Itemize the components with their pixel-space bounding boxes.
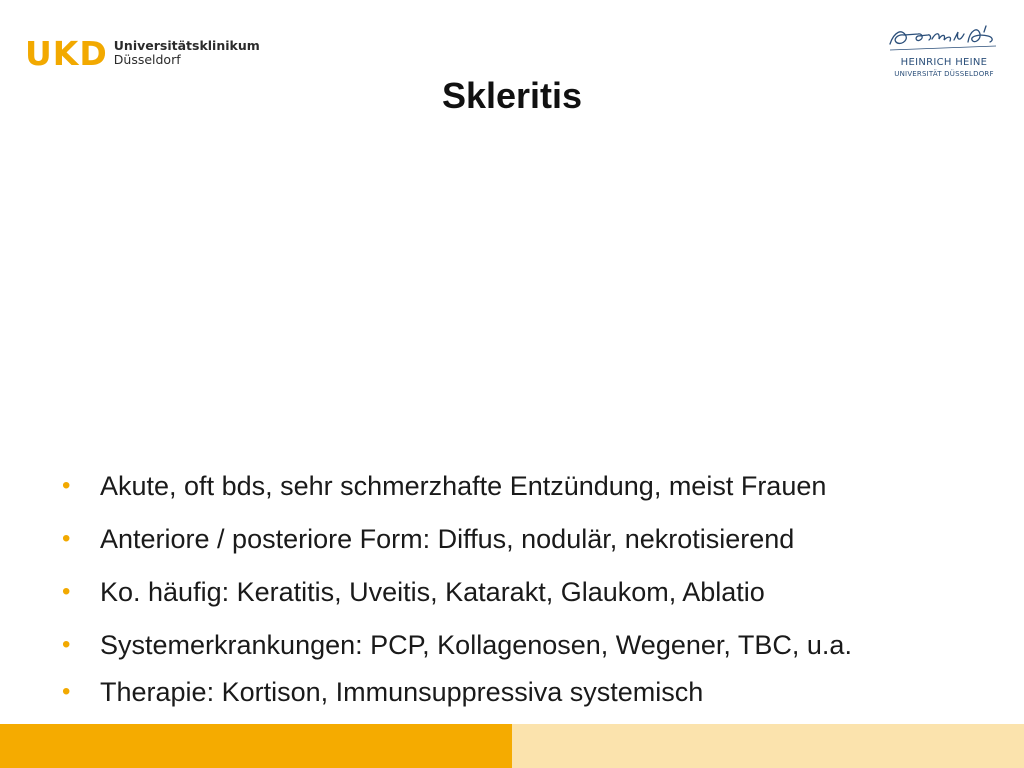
bullet-text: Anteriore / posteriore Form: Diffus, nodulär, nekrotisierend — [100, 524, 795, 554]
list-item — [60, 466, 1000, 506]
footer-bar-left — [0, 724, 512, 768]
ukd-logo-line1: Universitätsklinikum — [113, 38, 260, 53]
bullet-icon: • — [62, 678, 71, 705]
bullet-text: Therapie: Kortison, Immunsuppressiva systemisch — [100, 677, 704, 707]
list-item — [60, 625, 1000, 665]
bullet-list — [60, 466, 1000, 712]
hhu-logo-university: UNIVERSITÄT DÜSSELDORF — [894, 70, 994, 78]
ukd-logo-text — [114, 39, 260, 67]
hhu-logo-name: HEINRICH HEINE — [900, 57, 988, 68]
bullet-text: Ko. häufig: Keratitis, Uveitis, Katarakt, Glaukom, Ablatio — [100, 577, 765, 607]
footer-bar-right — [512, 724, 1024, 768]
list-item — [60, 672, 1000, 712]
bullet-icon: • — [62, 472, 71, 499]
hhu-signature-icon — [884, 22, 1002, 56]
list-item — [60, 572, 1000, 612]
ukd-logo — [25, 33, 260, 73]
bullet-text: Systemerkrankungen: PCP, Kollagenosen, Wegener, TBC, u.a. — [100, 630, 852, 660]
ukd-logo-line2: Düsseldorf — [113, 52, 181, 67]
ukd-logo-mark: UKD — [25, 33, 108, 73]
bullet-icon: • — [62, 578, 71, 605]
slide-title: Skleritis — [441, 75, 583, 116]
bullet-icon: • — [62, 631, 71, 658]
list-item — [60, 519, 1000, 559]
bullet-icon: • — [62, 525, 71, 552]
bullet-text: Akute, oft bds, sehr schmerzhafte Entzündung, meist Frauen — [100, 471, 827, 501]
